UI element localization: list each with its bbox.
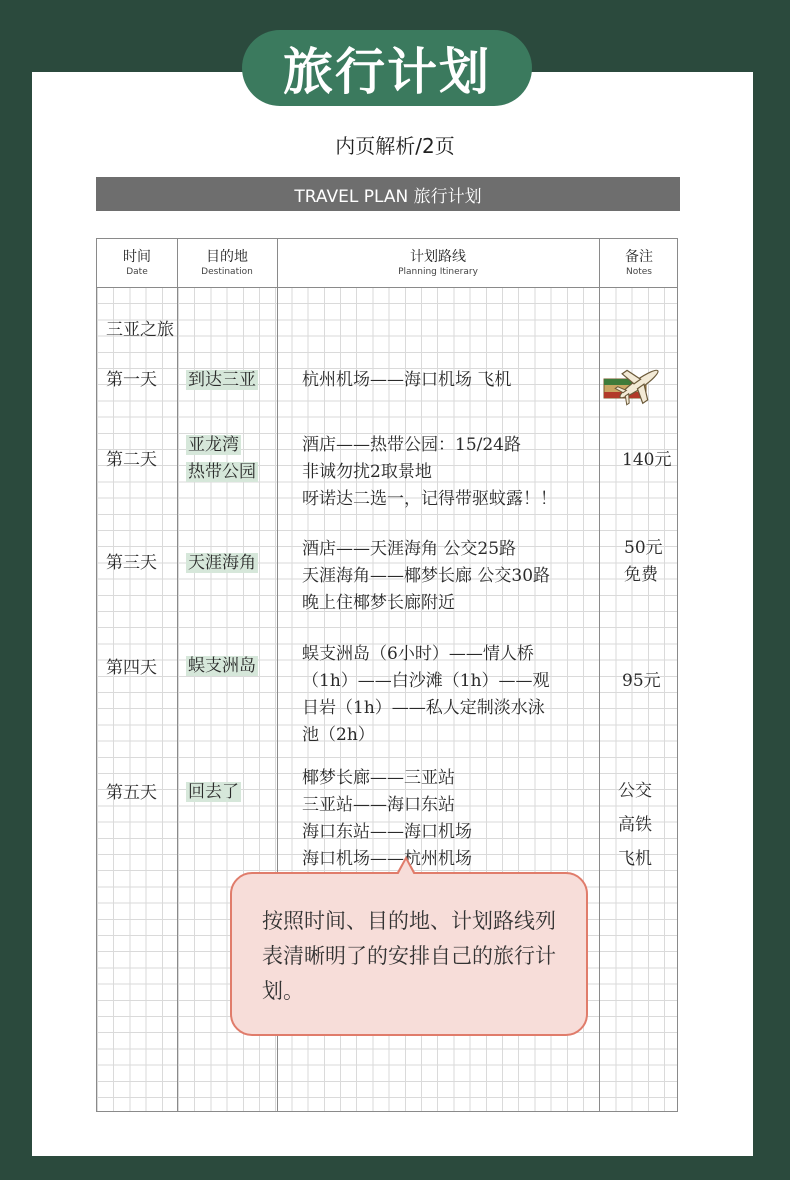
destination-text: 热带公园 <box>188 462 256 482</box>
header-date-en: Date <box>126 267 148 277</box>
header-notes <box>599 239 679 287</box>
callout-bubble <box>230 872 588 1036</box>
header-itinerary-en: Planning Itinerary <box>398 267 478 277</box>
airplane-ticket-icon <box>603 362 665 408</box>
header-itinerary <box>277 239 599 287</box>
column-divider <box>177 239 178 1111</box>
header-date <box>97 239 177 287</box>
column-divider <box>599 239 600 1111</box>
itinerary-line: 日岩（1h）——私人定制淡水泳 <box>302 698 545 718</box>
header-destination-en: Destination <box>201 267 253 277</box>
itinerary-line: 酒店——天涯海角 公交25路 <box>302 539 517 559</box>
day-label: 第三天 <box>106 553 157 573</box>
header-notes-en: Notes <box>626 267 652 277</box>
itinerary-line: 海口机场——杭州机场 <box>302 849 472 869</box>
note-text: 140元 <box>622 450 672 470</box>
day-label: 第一天 <box>106 370 157 390</box>
day-label: 第四天 <box>106 658 157 678</box>
header-destination-zh: 目的地 <box>206 249 248 265</box>
destination-cell <box>186 653 258 680</box>
trip-name: 三亚之旅 <box>106 320 174 340</box>
itinerary-line: 呀诺达二选一，记得带驱蚊露！！ <box>302 489 557 509</box>
callout-pointer-fill <box>398 860 414 875</box>
travel-plan-banner: TRAVEL PLAN 旅行计划 <box>96 177 680 211</box>
itinerary-line: 椰梦长廊——三亚站 <box>302 768 455 788</box>
itinerary-line: 酒店——热带公园：15/24路 <box>302 435 521 455</box>
destination-text: 天涯海角 <box>188 553 256 573</box>
destination-text: 蜈支洲岛 <box>188 656 256 676</box>
destination-cell <box>186 432 258 486</box>
itinerary-line: 杭州机场——海口机场 飞机 <box>302 370 512 390</box>
destination-cell <box>186 550 258 577</box>
note-text: 飞机 <box>618 849 652 869</box>
table-header <box>97 239 677 288</box>
itinerary-line: 三亚站——海口东站 <box>302 795 455 815</box>
note-text: 免费 <box>624 565 658 585</box>
note-text: 公交 <box>618 781 652 801</box>
destination-cell <box>186 367 258 394</box>
note-text: 95元 <box>622 671 661 691</box>
destination-text: 回去了 <box>188 782 239 802</box>
header-itinerary-zh: 计划路线 <box>410 249 466 265</box>
page-title: 旅行计划 <box>242 30 532 106</box>
itinerary-line: 池（2h） <box>302 725 375 745</box>
header-date-zh: 时间 <box>123 249 151 265</box>
page-subtitle: 内页解析/2页 <box>335 134 455 158</box>
destination-text: 亚龙湾 <box>188 435 239 455</box>
day-label: 第五天 <box>106 783 157 803</box>
note-text: 高铁 <box>618 815 652 835</box>
itinerary-line: 晚上住椰梦长廊附近 <box>302 593 455 613</box>
header-destination <box>177 239 277 287</box>
destination-cell <box>186 779 241 806</box>
itinerary-line: 天涯海角——椰梦长廊 公交30路 <box>302 566 551 586</box>
note-text: 50元 <box>624 538 663 558</box>
callout-text: 按照时间、目的地、计划路线列表清晰明了的安排自己的旅行计划。 <box>262 909 556 1003</box>
destination-text: 到达三亚 <box>188 370 256 390</box>
itinerary-line: 蜈支洲岛（6小时）——情人桥 <box>302 644 534 664</box>
itinerary-line: 海口东站——海口机场 <box>302 822 472 842</box>
itinerary-line: 非诚勿扰2取景地 <box>302 462 432 482</box>
header-notes-zh: 备注 <box>625 249 653 265</box>
day-label: 第二天 <box>106 450 157 470</box>
itinerary-line: （1h）——白沙滩（1h）——观 <box>302 671 550 691</box>
